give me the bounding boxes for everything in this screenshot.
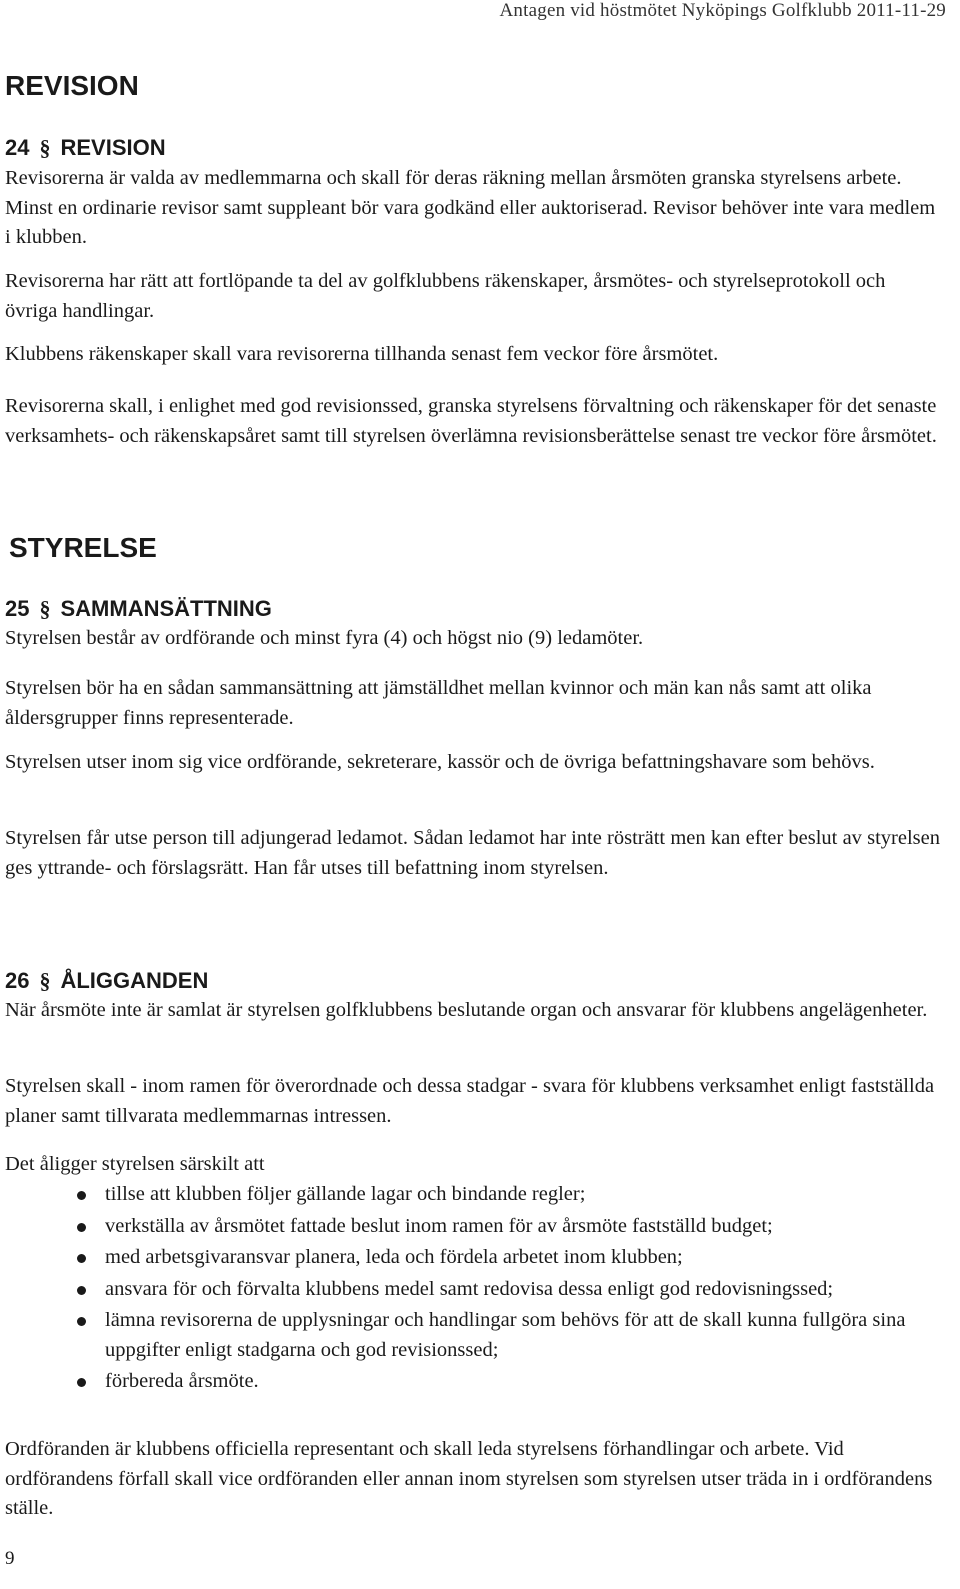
bullet-icon bbox=[77, 1254, 86, 1263]
paragraph: Styrelsen får utse person till adjungerad ledamot. Sådan ledamot har inte rösträtt men kan efter beslut av styrelsen ges yttrande- och förslagsrätt. Han får utses till befattning inom styrelsen. bbox=[5, 827, 940, 879]
chapter-title-styrelse: STYRELSE bbox=[9, 532, 157, 563]
paragraph: Revisorerna är valda av medlemmarna och skall för deras räkning mellan årsmöten granska styrelsens arbete. Minst en ordinarie revisor samt suppleant bör vara godkänd eller auktoriserad. Revisor behöver inte vara medlem i klubben. bbox=[5, 167, 936, 248]
section-title: REVISION bbox=[60, 135, 166, 160]
paragraph: Ordföranden är klubbens officiella representant och skall leda styrelsens förhandlingar och arbete. Vid ordförandens förfall skall vice ordföranden eller annan inom styrelsen som styrelsen utser träda in i ordförandens ställe. bbox=[5, 1438, 933, 1519]
bullet-icon bbox=[77, 1191, 86, 1200]
paragraph: Revisorerna har rätt att fortlöpande ta del av golfklubbens räkenskaper, årsmötes- och styrelseprotokoll och övriga handlingar. bbox=[5, 270, 886, 322]
chapter-title-revision: REVISION bbox=[5, 70, 139, 101]
list-item: tillse att klubben följer gällande lagar och bindande regler; bbox=[75, 1180, 945, 1210]
section-title: ÅLIGGANDEN bbox=[60, 968, 209, 993]
bullet-icon bbox=[77, 1317, 86, 1326]
list-item: med arbetsgivaransvar planera, leda och fördela arbetet inom klubben; bbox=[75, 1243, 945, 1273]
section-heading-26 bbox=[5, 968, 208, 994]
section-number: 25 bbox=[5, 596, 30, 621]
list-item: lämna revisorerna de upplysningar och handlingar som behövs för att de skall kunna fullgöra sina uppgifter enligt stadgarna och god revisionssed; bbox=[75, 1306, 945, 1365]
section-number: 24 bbox=[5, 135, 30, 160]
page-number: 9 bbox=[5, 1548, 15, 1569]
section-heading-25 bbox=[5, 596, 272, 622]
section-title: SAMMANSÄTTNING bbox=[60, 596, 272, 621]
section-heading-24 bbox=[5, 135, 166, 161]
paragraph: Styrelsen utser inom sig vice ordförande, sekreterare, kassör och de övriga befattningshavare som behövs. bbox=[5, 751, 875, 773]
paragraph: Styrelsen bör ha en sådan sammansättning att jämställdhet mellan kvinnor och män kan nås samt att olika åldersgrupper finns representerade. bbox=[5, 677, 872, 729]
list-item: verkställa av årsmötet fattade beslut inom ramen för av årsmöte fastställd budget; bbox=[75, 1212, 945, 1242]
list-item: ansvara för och förvalta klubbens medel samt redovisa dessa enligt god redovisningssed; bbox=[75, 1275, 945, 1305]
bullet-icon bbox=[77, 1378, 86, 1387]
paragraph: Styrelsen skall - inom ramen för överordnade och dessa stadgar - svara för klubbens verksamhet enligt fastställda planer samt tillvarata medlemmarnas intressen. bbox=[5, 1075, 935, 1127]
paragraph-symbol: § bbox=[39, 596, 51, 621]
paragraph: Klubbens räkenskaper skall vara revisorerna tillhanda senast fem veckor före årsmötet. bbox=[5, 343, 719, 365]
paragraph-symbol: § bbox=[39, 135, 51, 160]
bullet-icon bbox=[77, 1286, 86, 1295]
paragraph: Revisorerna skall, i enlighet med god revisionssed, granska styrelsens förvaltning och räkenskaper för det senaste verksamhets- och räkenskapsåret samt till styrelsen överlämna revisionsberättelse senast tre veckor före årsmötet. bbox=[5, 395, 937, 447]
list-item: förbereda årsmöte. bbox=[75, 1367, 945, 1397]
bullet-icon bbox=[77, 1223, 86, 1232]
running-header: Antagen vid höstmötet Nyköpings Golfklubb 2011-11-29 bbox=[499, 0, 946, 21]
paragraph: När årsmöte inte är samlat är styrelsen golfklubbens beslutande organ och ansvarar för klubbens angelägenheter. bbox=[5, 999, 928, 1021]
duties-list bbox=[75, 1180, 945, 1399]
paragraph: Det åligger styrelsen särskilt att bbox=[5, 1153, 265, 1175]
paragraph-symbol: § bbox=[39, 968, 51, 993]
section-number: 26 bbox=[5, 968, 30, 993]
paragraph: Styrelsen består av ordförande och minst fyra (4) och högst nio (9) ledamöter. bbox=[5, 627, 644, 649]
